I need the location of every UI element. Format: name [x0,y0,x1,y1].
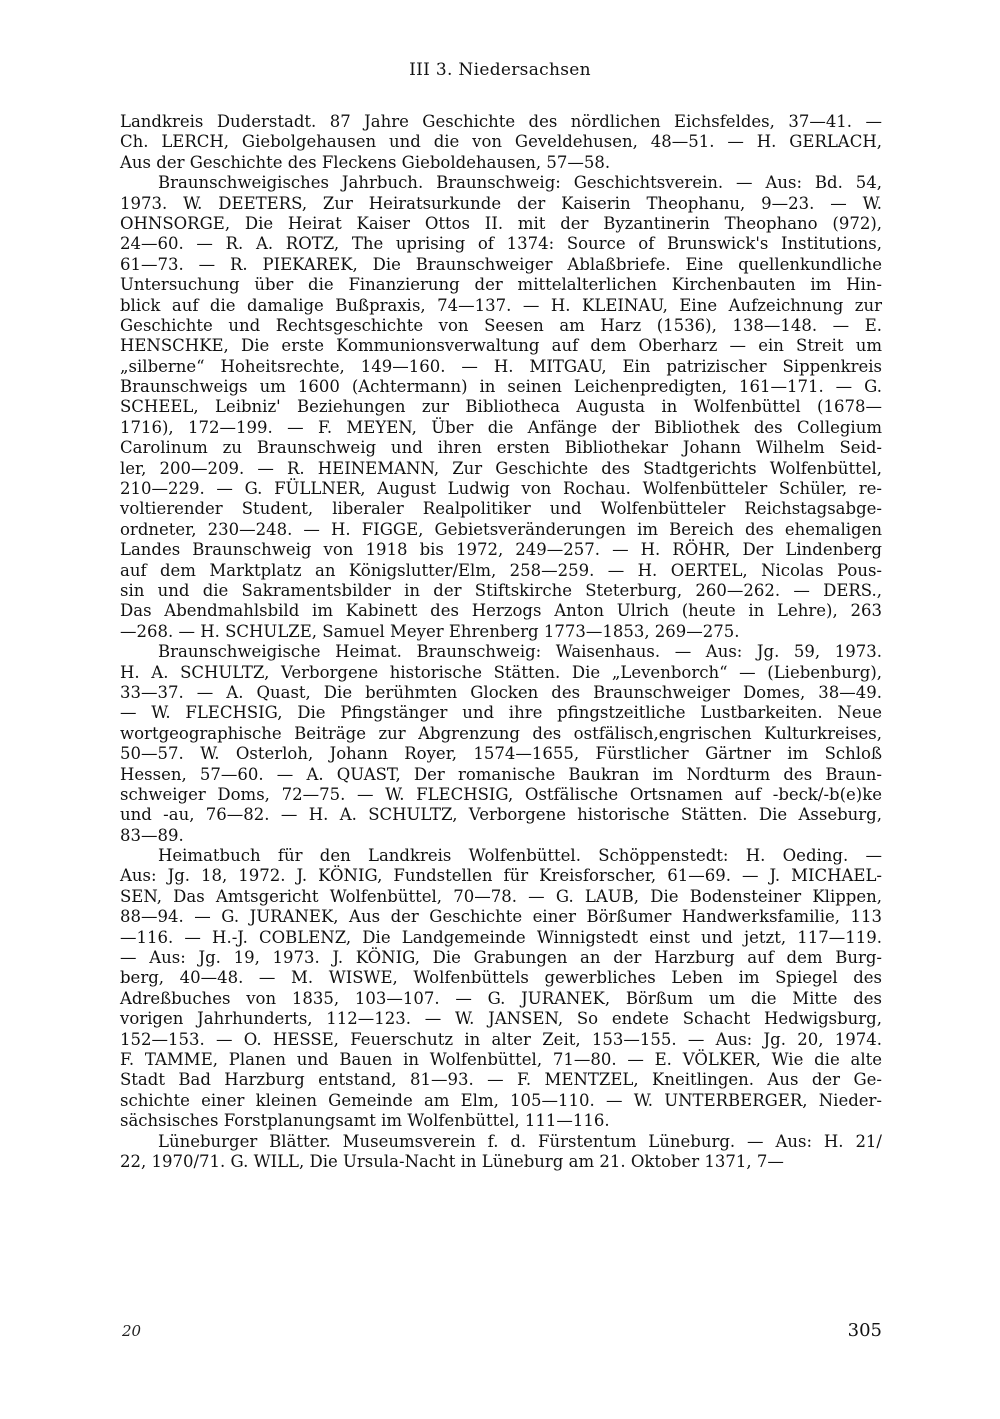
text-line: Braunschweigische Heimat. Braunschweig: Waisenhaus. — Aus: Jg. 59, 1973. [158,642,882,662]
page-number: 305 [847,1320,882,1341]
text-line: vorigen Jahrhunderts, 112—123. — W. JANSEN, So endete Schacht Hedwigsburg, [120,1009,882,1029]
text-line: sächsisches Forstplanungsamt im Wolfenbüttel, 111—116. [120,1111,610,1131]
text-line: auf dem Marktplatz an Königslutter/Elm, 258—259. — H. OERTEL, Nicolas Pous- [120,560,882,580]
text-line: Untersuchung über die Finanzierung der mittelalterlichen Kirchenbauten im Hin- [120,275,882,295]
text-line: Das Abendmahlsbild im Kabinett des Herzogs Anton Ulrich (heute in Lehre), 263 [120,601,882,621]
text-line: Heimatbuch für den Landkreis Wolfenbüttel. Schöppenstedt: H. Oeding. — [158,846,882,866]
text-line: H. A. SCHULTZ, Verborgene historische Stätten. Die „Levenborch“ — (Liebenburg), [120,662,882,682]
text-line: 50—57. W. Osterloh, Johann Royer, 1574—1655, Fürstlicher Gärtner im Schloß [120,744,882,764]
text-line: Braunschweigisches Jahrbuch. Braunschweig: Geschichtsverein. — Aus: Bd. 54, [158,173,882,193]
text-line: 33—37. — A. Quast, Die berühmten Glocken des Braunschweiger Domes, 38—49. [120,682,882,702]
text-line: Hessen, 57—60. — A. QUAST, Der romanische Baukran im Nordturm des Braun- [120,764,882,784]
text-line: 152—153. — O. HESSE, Feuerschutz in alter Zeit, 153—155. — Aus: Jg. 20, 1974. [120,1029,882,1049]
text-line: Landes Braunschweig von 1918 bis 1972, 249—257. — H. RÖHR, Der Lindenberg [120,540,882,560]
text-line: wortgeographische Beiträge zur Abgrenzung des ostfälisch,engrischen Kulturkreises, [120,723,882,743]
text-line: 210—229. — G. FÜLLNER, August Ludwig von Rochau. Wolfenbütteler Schüler, re- [120,479,882,499]
text-line: SCHEEL, Leibniz' Beziehungen zur Bibliotheca Augusta in Wolfenbüttel (1678— [120,397,882,417]
text-line: sin und die Sakramentsbilder in der Stiftskirche Steterburg, 260—262. — DERS., [120,580,882,600]
text-line: schichte einer kleinen Gemeinde am Elm, 105—110. — W. UNTERBERGER, Nieder- [120,1090,882,1110]
text-line: blick auf die damalige Bußpraxis, 74—137. — H. KLEINAU, Eine Aufzeichnung zur [120,295,882,315]
text-line: 83—89. [120,825,184,845]
text-line: 24—60. — R. A. ROTZ, The uprising of 1374: Source of Brunswick's Institutions, [120,234,882,254]
text-line: und -au, 76—82. — H. A. SCHULTZ, Verborgene historische Stätten. Die Asseburg, [120,805,882,825]
text-line: Adreßbuches von 1835, 103—107. — G. JURANEK, Börßum um die Mitte des [120,988,882,1008]
text-line: 1716), 172—199. — F. MEYEN, Über die Anfänge der Bibliothek des Collegium [120,417,882,437]
text-line: ler, 200—209. — R. HEINEMANN, Zur Geschichte des Stadtgerichts Wolfenbüttel, [120,458,882,478]
text-line: Landkreis Duderstadt. 87 Jahre Geschichte des nördlichen Eichsfeldes, 37—41. — [120,112,882,131]
text-line: „silberne“ Hoheitsrechte, 149—160. — H. MITGAU, Ein patrizischer Sippenkreis [120,356,882,376]
text-line: F. TAMME, Planen und Bauen in Wolfenbüttel, 71—80. — E. VÖLKER, Wie die alte [120,1049,882,1069]
text-line: 61—73. — R. PIEKAREK, Die Braunschweiger Ablaßbriefe. Eine quellenkundliche [120,254,882,274]
text-line: 22, 1970/71. G. WILL, Die Ursula-Nacht in Lüneburg am 21. Oktober 1371, 7— [120,1151,784,1171]
text-line: Stadt Bad Harzburg entstand, 81—93. — F. MENTZEL, Kneitlingen. Aus der Ge- [120,1070,882,1090]
bibliography-text [120,112,882,1172]
signature-mark: 20 [122,1322,142,1340]
text-line: — W. FLECHSIG, Die Pfingstänger und ihre pfingstzeitliche Lustbarkeiten. Neue [120,703,882,723]
running-header: III 3. Niedersachsen [409,60,591,80]
text-line: SEN, Das Amtsgericht Wolfenbüttel, 70—78. — G. LAUB, Die Bodensteiner Klippen, [120,886,882,906]
text-line: 88—94. — G. JURANEK, Aus der Geschichte einer Börßumer Handwerksfamilie, 113 [120,907,882,927]
text-line: — Aus: Jg. 19, 1973. J. KÖNIG, Die Grabungen an der Harzburg auf dem Burg- [120,948,882,968]
text-line: Aus der Geschichte des Fleckens Gieboldehausen, 57—58. [120,152,611,172]
text-line: berg, 40—48. — M. WISWE, Wolfenbüttels gewerbliches Leben im Spiegel des [120,968,882,988]
text-line: OHNSORGE, Die Heirat Kaiser Ottos II. mit der Byzantinerin Theophano (972), [120,213,882,233]
text-line: schweiger Doms, 72—75. — W. FLECHSIG, Ostfälische Ortsnamen auf -beck/-b(e)ke [120,784,882,804]
text-line: Aus: Jg. 18, 1972. J. KÖNIG, Fundstellen für Kreisforscher, 61—69. — J. MICHAEL- [120,866,882,886]
text-line: Geschichte und Rechtsgeschichte von Seesen am Harz (1536), 138—148. — E. [120,315,882,335]
text-line: Braunschweigs um 1600 (Achtermann) in seinen Leichenpredigten, 161—171. — G. [120,377,882,397]
text-line: —268. — H. SCHULZE, Samuel Meyer Ehrenberg 1773—1853, 269—275. [120,621,740,641]
text-line: 1973. W. DEETERS, Zur Heiratsurkunde der Kaiserin Theophanu, 9—23. — W. [120,193,882,213]
text-line: HENSCHKE, Die erste Kommunionsverwaltung auf dem Oberharz — ein Streit um [120,336,882,356]
text-line: ordneter, 230—248. — H. FIGGE, Gebietsveränderungen im Bereich des ehemaligen [120,519,882,539]
text-line: Carolinum zu Braunschweig und ihren ersten Bibliothekar Johann Wilhelm Seid- [120,438,882,458]
text-line: —116. — H.-J. COBLENZ, Die Landgemeinde Winnigstedt einst und jetzt, 117—119. [120,927,882,947]
text-line: Ch. LERCH, Giebolgehausen und die von Geveldehusen, 48—51. — H. GERLACH, [120,132,882,152]
text-line: Lüneburger Blätter. Museumsverein f. d. Fürstentum Lüneburg. — Aus: H. 21/ [158,1131,882,1151]
text-line: voltierender Student, liberaler Realpolitiker und Wolfenbütteler Reichstagsabge- [120,499,882,519]
